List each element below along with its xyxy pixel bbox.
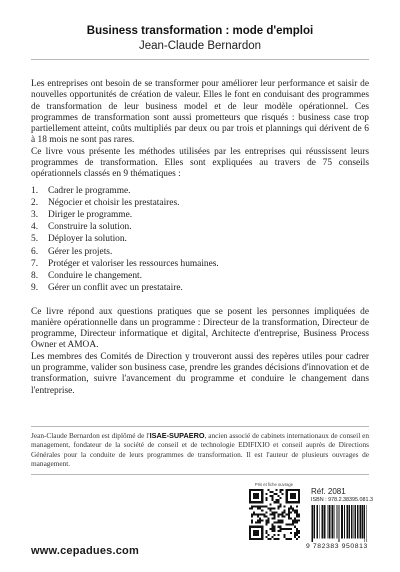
bio-school: ISAE-SUPAERO [149, 431, 205, 440]
theme-label: Construire la solution. [48, 222, 132, 233]
theme-item [31, 209, 369, 221]
theme-label: Négocier et choisir les prestataires. [48, 197, 180, 208]
publisher-website[interactable]: www.cepadues.com [31, 545, 139, 557]
theme-item [31, 270, 369, 282]
theme-number: 6. [31, 246, 39, 257]
theme-label: Cadrer le programme. [48, 185, 131, 196]
theme-label: Gérer les projets. [48, 246, 113, 257]
bio-text-end: , ancien associé de cabinets internationaux de conseil en management, fondateur de la société de conseil et de technologie EDIFIXIO et conseil auprès de Directions Générales pour la conduite de leurs programmes de transformation. Il est l'auteur de plusieurs ouvrages de management. [31, 431, 370, 469]
theme-label: Diriger le programme. [48, 210, 133, 221]
blurb-paragraph-2: Ce livre vous présente les méthodes utilisées par les entreprises qui réussissent leurs programmes de transformation. Elles sont expliquées au travers de 75 conseils opérationnels classés en 9 thématiques : [31, 146, 369, 180]
theme-number: 9. [31, 283, 39, 294]
author-bio [31, 431, 369, 469]
theme-item [31, 221, 369, 233]
blurb-paragraph-3: Ce livre répond aux questions pratiques que se posent les personnes impliquées de manière opérationnelle dans un programme : Directeur de la transformation, Directeur de programme, Directeur informatique et digital, Architecte d'entreprise, Business Process Owner et AMOA. [31, 306, 369, 351]
theme-label: Protéger et valoriser les ressources humaines. [48, 258, 219, 269]
qr-caption: Pris et fiche ouvrage [254, 482, 294, 487]
theme-item [31, 258, 369, 270]
theme-number: 3. [31, 210, 39, 221]
reference-number: Réf. 2081 [311, 487, 346, 496]
theme-item [31, 185, 369, 197]
book-author: Jean-Claude Bernardon [138, 40, 262, 52]
book-title: Business transformation : mode d'emploi [86, 25, 314, 37]
blurb-paragraph-4: Les membres des Comités de Direction y trouveront aussi des repères utiles pour cadrer un programme, valider son business case, prendre les grandes décisions d'innovation et de transformation, suivre l'avancement du programme et conduire le changement dans l'entreprise. [31, 351, 369, 396]
barcode-icon [311, 505, 367, 542]
barcode-number: 9 782383 950813 [306, 543, 368, 550]
header-divider [31, 59, 369, 60]
paragraph-gap [31, 299, 369, 307]
theme-number: 4. [31, 222, 39, 233]
theme-number: 1. [31, 185, 39, 196]
theme-number: 5. [31, 234, 39, 245]
theme-item [31, 246, 369, 258]
bio-text-start: Jean-Claude Bernardon est diplômé de l' [31, 431, 150, 440]
theme-number: 8. [31, 271, 39, 282]
qr-code-icon[interactable] [249, 489, 300, 540]
themes-list [31, 185, 369, 295]
blurb [31, 79, 369, 397]
theme-label: Déployer la solution. [48, 234, 127, 245]
theme-number: 2. [31, 197, 39, 208]
blurb-paragraph-1: Les entreprises ont besoin de se transformer pour améliorer leur performance et saisir de nouvelles opportunités de création de valeur. Elles le font en conduisant des programmes de transformation de leur business model et de leur modèle opérationnel. Ces programmes de transformation sont aussi prometteurs que risqués : business case trop partiellement atteint, coûts multipliés par deux ou par trois et plannings qui dérivent de 6 à 18 mois ne sont pas rares. [31, 79, 369, 146]
theme-item [31, 197, 369, 209]
theme-item [31, 282, 369, 294]
theme-label: Conduire le changement. [48, 271, 142, 282]
theme-item [31, 233, 369, 245]
isbn-label: ISBN : 978.2.38395.081.3 [311, 497, 374, 503]
theme-number: 7. [31, 258, 39, 269]
theme-label: Gérer un conflit avec un prestataire. [48, 283, 183, 294]
